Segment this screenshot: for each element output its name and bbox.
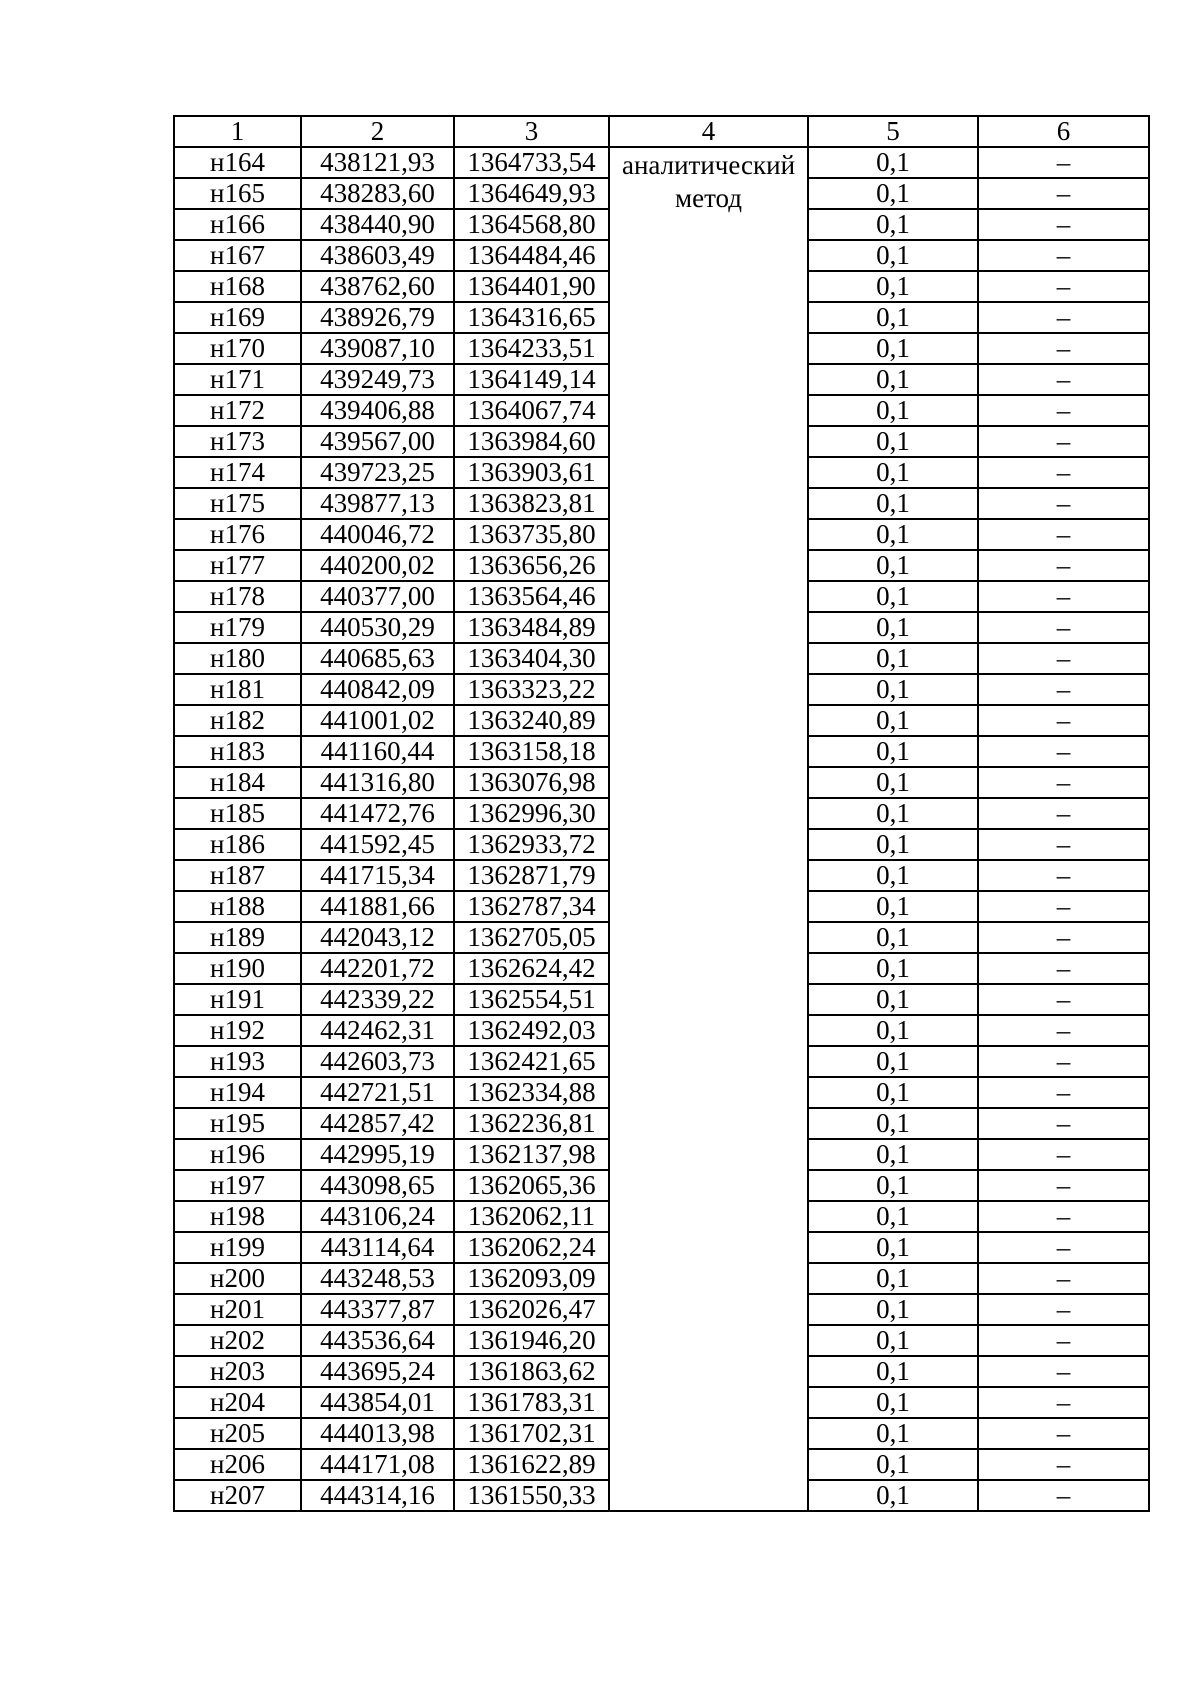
x-coordinate-cell: 442339,22 (301, 984, 454, 1015)
point-name-cell: н189 (174, 922, 301, 953)
description-cell: – (978, 643, 1149, 674)
description-cell: – (978, 209, 1149, 240)
y-coordinate-cell: 1363564,46 (454, 581, 609, 612)
x-coordinate-cell: 438603,49 (301, 240, 454, 271)
point-name-cell: н184 (174, 767, 301, 798)
point-name-cell: н195 (174, 1108, 301, 1139)
point-name-cell: н188 (174, 891, 301, 922)
y-coordinate-cell: 1362705,05 (454, 922, 609, 953)
description-cell: – (978, 240, 1149, 271)
accuracy-cell: 0,1 (808, 209, 978, 240)
x-coordinate-cell: 441316,80 (301, 767, 454, 798)
point-name-cell: н197 (174, 1170, 301, 1201)
header-col-3: 3 (454, 116, 609, 147)
description-cell: – (978, 798, 1149, 829)
y-coordinate-cell: 1362871,79 (454, 860, 609, 891)
point-name-cell: н191 (174, 984, 301, 1015)
accuracy-cell: 0,1 (808, 798, 978, 829)
y-coordinate-cell: 1361863,62 (454, 1356, 609, 1387)
x-coordinate-cell: 442721,51 (301, 1077, 454, 1108)
x-coordinate-cell: 442857,42 (301, 1108, 454, 1139)
description-cell: – (978, 705, 1149, 736)
description-cell: – (978, 395, 1149, 426)
y-coordinate-cell: 1364568,80 (454, 209, 609, 240)
table-row (174, 147, 1149, 178)
x-coordinate-cell: 444013,98 (301, 1418, 454, 1449)
accuracy-cell: 0,1 (808, 1015, 978, 1046)
accuracy-cell: 0,1 (808, 1139, 978, 1170)
accuracy-cell: 0,1 (808, 1201, 978, 1232)
y-coordinate-cell: 1362065,36 (454, 1170, 609, 1201)
y-coordinate-cell: 1363158,18 (454, 736, 609, 767)
point-name-cell: н187 (174, 860, 301, 891)
description-cell: – (978, 1263, 1149, 1294)
description-cell: – (978, 829, 1149, 860)
y-coordinate-cell: 1363240,89 (454, 705, 609, 736)
x-coordinate-cell: 443114,64 (301, 1232, 454, 1263)
accuracy-cell: 0,1 (808, 333, 978, 364)
description-cell: – (978, 1294, 1149, 1325)
point-name-cell: н181 (174, 674, 301, 705)
y-coordinate-cell: 1362554,51 (454, 984, 609, 1015)
accuracy-cell: 0,1 (808, 1387, 978, 1418)
description-cell: – (978, 1232, 1149, 1263)
accuracy-cell: 0,1 (808, 1046, 978, 1077)
accuracy-cell: 0,1 (808, 1263, 978, 1294)
description-cell: – (978, 457, 1149, 488)
x-coordinate-cell: 439723,25 (301, 457, 454, 488)
y-coordinate-cell: 1361946,20 (454, 1325, 609, 1356)
x-coordinate-cell: 439249,73 (301, 364, 454, 395)
description-cell: – (978, 178, 1149, 209)
y-coordinate-cell: 1363323,22 (454, 674, 609, 705)
x-coordinate-cell: 441160,44 (301, 736, 454, 767)
accuracy-cell: 0,1 (808, 1108, 978, 1139)
description-cell: – (978, 1170, 1149, 1201)
accuracy-cell: 0,1 (808, 395, 978, 426)
x-coordinate-cell: 443695,24 (301, 1356, 454, 1387)
header-col-6: 6 (978, 116, 1149, 147)
y-coordinate-cell: 1362062,24 (454, 1232, 609, 1263)
accuracy-cell: 0,1 (808, 1480, 978, 1511)
x-coordinate-cell: 438762,60 (301, 271, 454, 302)
accuracy-cell: 0,1 (808, 860, 978, 891)
accuracy-cell: 0,1 (808, 1170, 978, 1201)
y-coordinate-cell: 1362093,09 (454, 1263, 609, 1294)
y-coordinate-cell: 1363903,61 (454, 457, 609, 488)
accuracy-cell: 0,1 (808, 1356, 978, 1387)
x-coordinate-cell: 439406,88 (301, 395, 454, 426)
y-coordinate-cell: 1364733,54 (454, 147, 609, 178)
header-col-5: 5 (808, 116, 978, 147)
y-coordinate-cell: 1362236,81 (454, 1108, 609, 1139)
y-coordinate-cell: 1363823,81 (454, 488, 609, 519)
accuracy-cell: 0,1 (808, 457, 978, 488)
description-cell: – (978, 147, 1149, 178)
description-cell: – (978, 860, 1149, 891)
y-coordinate-cell: 1361550,33 (454, 1480, 609, 1511)
x-coordinate-cell: 443854,01 (301, 1387, 454, 1418)
accuracy-cell: 0,1 (808, 643, 978, 674)
accuracy-cell: 0,1 (808, 488, 978, 519)
accuracy-cell: 0,1 (808, 364, 978, 395)
y-coordinate-cell: 1362787,34 (454, 891, 609, 922)
description-cell: – (978, 550, 1149, 581)
description-cell: – (978, 519, 1149, 550)
y-coordinate-cell: 1364316,65 (454, 302, 609, 333)
description-cell: – (978, 1077, 1149, 1108)
x-coordinate-cell: 443098,65 (301, 1170, 454, 1201)
description-cell: – (978, 271, 1149, 302)
accuracy-cell: 0,1 (808, 550, 978, 581)
x-coordinate-cell: 440842,09 (301, 674, 454, 705)
x-coordinate-cell: 440200,02 (301, 550, 454, 581)
accuracy-cell: 0,1 (808, 767, 978, 798)
y-coordinate-cell: 1364401,90 (454, 271, 609, 302)
x-coordinate-cell: 439087,10 (301, 333, 454, 364)
point-name-cell: н204 (174, 1387, 301, 1418)
point-name-cell: н193 (174, 1046, 301, 1077)
point-name-cell: н169 (174, 302, 301, 333)
description-cell: – (978, 922, 1149, 953)
description-cell: – (978, 736, 1149, 767)
header-row (174, 116, 1149, 147)
y-coordinate-cell: 1364649,93 (454, 178, 609, 209)
accuracy-cell: 0,1 (808, 1325, 978, 1356)
description-cell: – (978, 333, 1149, 364)
y-coordinate-cell: 1362933,72 (454, 829, 609, 860)
point-name-cell: н201 (174, 1294, 301, 1325)
description-cell: – (978, 1480, 1149, 1511)
point-name-cell: н180 (174, 643, 301, 674)
point-name-cell: н167 (174, 240, 301, 271)
y-coordinate-cell: 1361783,31 (454, 1387, 609, 1418)
y-coordinate-cell: 1364067,74 (454, 395, 609, 426)
point-name-cell: н202 (174, 1325, 301, 1356)
x-coordinate-cell: 443106,24 (301, 1201, 454, 1232)
x-coordinate-cell: 439877,13 (301, 488, 454, 519)
y-coordinate-cell: 1362624,42 (454, 953, 609, 984)
point-name-cell: н170 (174, 333, 301, 364)
x-coordinate-cell: 442995,19 (301, 1139, 454, 1170)
y-coordinate-cell: 1363484,89 (454, 612, 609, 643)
x-coordinate-cell: 438926,79 (301, 302, 454, 333)
point-name-cell: н173 (174, 426, 301, 457)
accuracy-cell: 0,1 (808, 519, 978, 550)
y-coordinate-cell: 1362137,98 (454, 1139, 609, 1170)
y-coordinate-cell: 1362996,30 (454, 798, 609, 829)
point-name-cell: н164 (174, 147, 301, 178)
description-cell: – (978, 674, 1149, 705)
method-text-line: метод (675, 183, 742, 213)
header-col-4: 4 (609, 116, 808, 147)
description-cell: – (978, 1139, 1149, 1170)
y-coordinate-cell: 1364149,14 (454, 364, 609, 395)
point-name-cell: н172 (174, 395, 301, 426)
point-name-cell: н176 (174, 519, 301, 550)
x-coordinate-cell: 440046,72 (301, 519, 454, 550)
description-cell: – (978, 1325, 1149, 1356)
coordinates-table (173, 115, 1150, 1512)
description-cell: – (978, 1108, 1149, 1139)
x-coordinate-cell: 438440,90 (301, 209, 454, 240)
point-name-cell: н168 (174, 271, 301, 302)
method-cell (609, 147, 808, 1511)
point-name-cell: н196 (174, 1139, 301, 1170)
x-coordinate-cell: 441592,45 (301, 829, 454, 860)
description-cell: – (978, 1387, 1149, 1418)
point-name-cell: н177 (174, 550, 301, 581)
description-cell: – (978, 488, 1149, 519)
description-cell: – (978, 364, 1149, 395)
description-cell: – (978, 612, 1149, 643)
accuracy-cell: 0,1 (808, 984, 978, 1015)
x-coordinate-cell: 442201,72 (301, 953, 454, 984)
accuracy-cell: 0,1 (808, 1418, 978, 1449)
method-text-line: аналитический (621, 150, 796, 180)
accuracy-cell: 0,1 (808, 891, 978, 922)
y-coordinate-cell: 1362026,47 (454, 1294, 609, 1325)
y-coordinate-cell: 1361622,89 (454, 1449, 609, 1480)
header-col-1: 1 (174, 116, 301, 147)
y-coordinate-cell: 1362421,65 (454, 1046, 609, 1077)
description-cell: – (978, 302, 1149, 333)
x-coordinate-cell: 438121,93 (301, 147, 454, 178)
x-coordinate-cell: 440685,63 (301, 643, 454, 674)
x-coordinate-cell: 441001,02 (301, 705, 454, 736)
x-coordinate-cell: 439567,00 (301, 426, 454, 457)
header-col-2: 2 (301, 116, 454, 147)
description-cell: – (978, 1356, 1149, 1387)
x-coordinate-cell: 443536,64 (301, 1325, 454, 1356)
x-coordinate-cell: 438283,60 (301, 178, 454, 209)
point-name-cell: н179 (174, 612, 301, 643)
accuracy-cell: 0,1 (808, 736, 978, 767)
point-name-cell: н185 (174, 798, 301, 829)
point-name-cell: н203 (174, 1356, 301, 1387)
point-name-cell: н182 (174, 705, 301, 736)
point-name-cell: н183 (174, 736, 301, 767)
y-coordinate-cell: 1363076,98 (454, 767, 609, 798)
point-name-cell: н165 (174, 178, 301, 209)
description-cell: – (978, 1046, 1149, 1077)
y-coordinate-cell: 1362492,03 (454, 1015, 609, 1046)
accuracy-cell: 0,1 (808, 922, 978, 953)
point-name-cell: н174 (174, 457, 301, 488)
point-name-cell: н205 (174, 1418, 301, 1449)
x-coordinate-cell: 440530,29 (301, 612, 454, 643)
y-coordinate-cell: 1363404,30 (454, 643, 609, 674)
accuracy-cell: 0,1 (808, 178, 978, 209)
description-cell: – (978, 953, 1149, 984)
x-coordinate-cell: 441881,66 (301, 891, 454, 922)
x-coordinate-cell: 442462,31 (301, 1015, 454, 1046)
x-coordinate-cell: 443377,87 (301, 1294, 454, 1325)
x-coordinate-cell: 442603,73 (301, 1046, 454, 1077)
accuracy-cell: 0,1 (808, 705, 978, 736)
x-coordinate-cell: 440377,00 (301, 581, 454, 612)
accuracy-cell: 0,1 (808, 1232, 978, 1263)
point-name-cell: н198 (174, 1201, 301, 1232)
point-name-cell: н199 (174, 1232, 301, 1263)
accuracy-cell: 0,1 (808, 1077, 978, 1108)
point-name-cell: н194 (174, 1077, 301, 1108)
x-coordinate-cell: 442043,12 (301, 922, 454, 953)
x-coordinate-cell: 444171,08 (301, 1449, 454, 1480)
x-coordinate-cell: 443248,53 (301, 1263, 454, 1294)
description-cell: – (978, 984, 1149, 1015)
description-cell: – (978, 1201, 1149, 1232)
y-coordinate-cell: 1362334,88 (454, 1077, 609, 1108)
y-coordinate-cell: 1363656,26 (454, 550, 609, 581)
y-coordinate-cell: 1364233,51 (454, 333, 609, 364)
point-name-cell: н171 (174, 364, 301, 395)
y-coordinate-cell: 1363735,80 (454, 519, 609, 550)
accuracy-cell: 0,1 (808, 1449, 978, 1480)
point-name-cell: н200 (174, 1263, 301, 1294)
accuracy-cell: 0,1 (808, 612, 978, 643)
accuracy-cell: 0,1 (808, 271, 978, 302)
point-name-cell: н178 (174, 581, 301, 612)
point-name-cell: н190 (174, 953, 301, 984)
accuracy-cell: 0,1 (808, 1294, 978, 1325)
accuracy-cell: 0,1 (808, 829, 978, 860)
point-name-cell: н192 (174, 1015, 301, 1046)
x-coordinate-cell: 441472,76 (301, 798, 454, 829)
accuracy-cell: 0,1 (808, 674, 978, 705)
description-cell: – (978, 426, 1149, 457)
point-name-cell: н207 (174, 1480, 301, 1511)
description-cell: – (978, 1418, 1149, 1449)
description-cell: – (978, 891, 1149, 922)
y-coordinate-cell: 1361702,31 (454, 1418, 609, 1449)
accuracy-cell: 0,1 (808, 581, 978, 612)
description-cell: – (978, 767, 1149, 798)
point-name-cell: н166 (174, 209, 301, 240)
x-coordinate-cell: 441715,34 (301, 860, 454, 891)
point-name-cell: н175 (174, 488, 301, 519)
point-name-cell: н186 (174, 829, 301, 860)
description-cell: – (978, 581, 1149, 612)
x-coordinate-cell: 444314,16 (301, 1480, 454, 1511)
y-coordinate-cell: 1364484,46 (454, 240, 609, 271)
description-cell: – (978, 1015, 1149, 1046)
point-name-cell: н206 (174, 1449, 301, 1480)
y-coordinate-cell: 1363984,60 (454, 426, 609, 457)
accuracy-cell: 0,1 (808, 953, 978, 984)
accuracy-cell: 0,1 (808, 302, 978, 333)
accuracy-cell: 0,1 (808, 240, 978, 271)
description-cell: – (978, 1449, 1149, 1480)
y-coordinate-cell: 1362062,11 (454, 1201, 609, 1232)
accuracy-cell: 0,1 (808, 426, 978, 457)
accuracy-cell: 0,1 (808, 147, 978, 178)
